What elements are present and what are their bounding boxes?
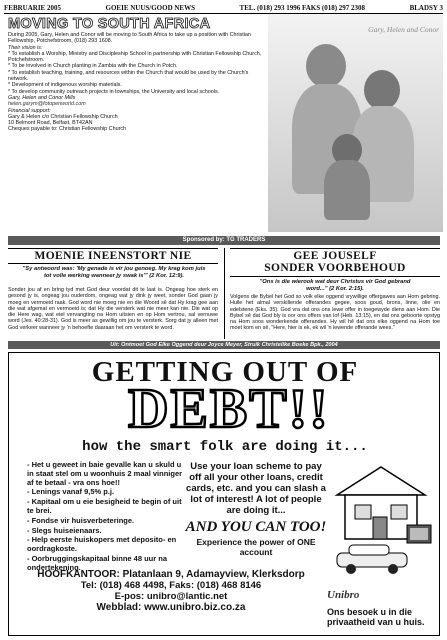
- ad-headline: GETTING OUT OF: [91, 356, 359, 388]
- moenie-title: MOENIE INEENSTORT NIE: [34, 250, 192, 262]
- gee-body: Volgens die Bybel het God so volk elke oggend vrywillige offergawes aan Hom gebring. Hulle het almal verskillende offerandes gegee, soos goud, brons, linne, olie en edelstene (Eks. 35). God vra dat ons ons lewe offer in toegewyde diens aan Hom. Die Bybel sê dat God bly is oor ons offers van lof (Heb. 13:15), en dat ons geboorte opstyg na Hom soos wonderkende offerandes. Hy wil hê dat ons elke oggend na Hom toe moet kom en sê, "Here, hier is ek, ek wil 'n lewende offerande wees.": [230, 294, 440, 332]
- moving-line: * To be involved in Church planting in Zambia with the Church in Potch.: [8, 63, 178, 70]
- ad-benefits-list: [27, 461, 189, 574]
- sponsor-bar: Sponsored by: TG TRADERS: [8, 236, 440, 245]
- ad-benefit: - Help eerste huiskopers met deposito- en oordragkoste.: [27, 535, 177, 554]
- column-divider: [224, 248, 225, 339]
- debt-advert: [8, 352, 440, 636]
- moving-title: MOVING TO SOUTH AFRICA: [8, 16, 211, 32]
- email-link[interactable]: helen.garym@fotopenworld.com: [8, 101, 86, 108]
- col-rule-left: [8, 248, 218, 249]
- col-rule-left-bottom: [8, 263, 218, 264]
- ad-pitch-block: [185, 461, 327, 557]
- ad-experience: Experience the power of ONE account: [196, 537, 316, 557]
- moving-line: Financial support:: [8, 107, 51, 114]
- moenie-subtitle: "Sy antwoord was: 'My genade is vir jou genoeg. My krag kom juis tot volle werking wanneer jy swak is'" (2 Kor. 12:9).: [22, 266, 206, 279]
- ad-benefit: - Oorbruggingskapitaal binne 48 uur na ondertekening.: [27, 553, 168, 572]
- gee-title-2: SONDER VOORBEHOUD: [264, 262, 406, 274]
- moving-line: * To establish a Worship, Ministry and Discipleship School in partnership with Christian Fellowship Church, Potchefstroom.: [8, 50, 262, 64]
- moving-line: * To establish teaching, training, and resources within the Church that would be used by the Church's network.: [8, 69, 249, 83]
- paper-name: GOEIE NUUS/GOOD NEWS: [105, 4, 195, 12]
- moenie-body: Sonder jou af en bring tyd met God deur voordat dit te laat is. Ongeag hoe sterk en gesond jy is, ongeag jou ouderdom, ongeag wat jy dink jy weet, sonder God gaan jy moeg en vermoeid raak. God word nie moeg nie en die Woord sê dat Hy krag gee aan die wat afgemat en vermoeid is; dat Hy die versterk wat nie meer kan nie. Die wat op die Here wag, wat eiel vervangting na Hom uitsien en op Hom vertrou, sal vernuwe word (Jes. 40:28-31). God is meer as gewillig om jou te versterk. Sorg dat jy alleen met God verkeer wanneer jy 'n behoefte daaraan het om versterk te word.: [8, 287, 218, 331]
- car-icon: [337, 545, 407, 574]
- moving-line: * To develop community outreach projects in townships, the University and local schools.: [8, 88, 220, 95]
- ad-hq-phone: Tel: (018) 468 4498, Faks: (018) 468 8146: [80, 580, 262, 591]
- col-rule-right-bottom: [230, 276, 440, 277]
- source-bar: Uit: Ontmoet God Elke Oggend deur Joyce Meyer, Struik Christelike Boeke Bpk., 2004: [8, 341, 440, 349]
- moving-line: During 2005, Gary, Helen and Conor will be moving to South Africa to take up a position with Christian Fellowship, Potchefstroom, (018) 293 1608.: [8, 32, 251, 45]
- ad-debt-word: DEBT!!: [128, 378, 330, 440]
- family-photo: [268, 14, 443, 232]
- moving-line: Cheques payable to: Christian Fellowship Church: [8, 126, 127, 133]
- moving-text: [8, 32, 270, 133]
- page-header: [4, 3, 443, 14]
- ad-tagline: how the smart folk are doing it...: [82, 439, 368, 455]
- ad-benefit: - Kapitaal om u eie besigheid te begin of uit te brei.: [27, 497, 182, 515]
- page-number: BLADSY 3: [409, 4, 443, 12]
- moving-line: Gary, Helen and Conor Mills: [8, 94, 76, 101]
- ad-benefit: - Fondse vir huisverbeteringe.: [27, 515, 135, 525]
- ad-closing: Ons besoek u in die privaatheid van u huis.: [327, 607, 425, 627]
- ad-benefit: - Lenings vanaf 9,5% p.j.: [27, 487, 115, 497]
- ad-contact-block: [21, 569, 321, 613]
- photo-caption: Gary, Helen and Conor: [368, 25, 439, 34]
- ad-hq-website[interactable]: Webblad: www.unibro.biz.co.za: [96, 602, 246, 613]
- ad-benefit: - Slegs huiseienaars.: [27, 525, 102, 535]
- col-rule-right: [230, 248, 440, 249]
- ad-hq-email[interactable]: E-pos: unibro@lantic.net: [114, 591, 228, 602]
- ad-cando: AND YOU CAN TOO!: [185, 519, 327, 535]
- unibro-logo: Unibro: [327, 589, 360, 601]
- moving-line: * Development of indigenous worship materials.: [8, 82, 122, 89]
- ad-benefit: - Het u geweet in baie gevalle kan u skuld u in staat stel om u woonhuis 2 maal vinniger af te betaal - vra ons hoe!!: [27, 460, 183, 487]
- gee-subtitle: "Ons is die wierook wat deur Christus vir God gebrand word..." (2 Kor. 2:15).: [259, 279, 411, 292]
- issue-date: FEBRUARIE 2005: [4, 4, 61, 12]
- moving-line: Their vision is:: [8, 44, 43, 51]
- ad-pitch: Use your loan scheme to pay off all your other loans, credit cards, etc. and you can slash a lot of interest! A lot of people are doing it...: [186, 461, 326, 516]
- tv-icon: [407, 525, 431, 543]
- house-illustration: [327, 461, 435, 587]
- ad-hq-address: HOOFKANTOOR: Platanlaan 9, Adamayview, Klerksdorp: [37, 569, 305, 580]
- moving-line: 10 Belmont Road, Belfast, BT42AN: [8, 120, 93, 127]
- paper-contact: TEL. (018) 293 1996 FAKS (018) 297 2308: [239, 4, 366, 12]
- gee-title-1: GEE JOUSELF: [293, 250, 377, 262]
- moving-line: Gary & Helen c/o Christian Fellowship Church: [8, 113, 118, 120]
